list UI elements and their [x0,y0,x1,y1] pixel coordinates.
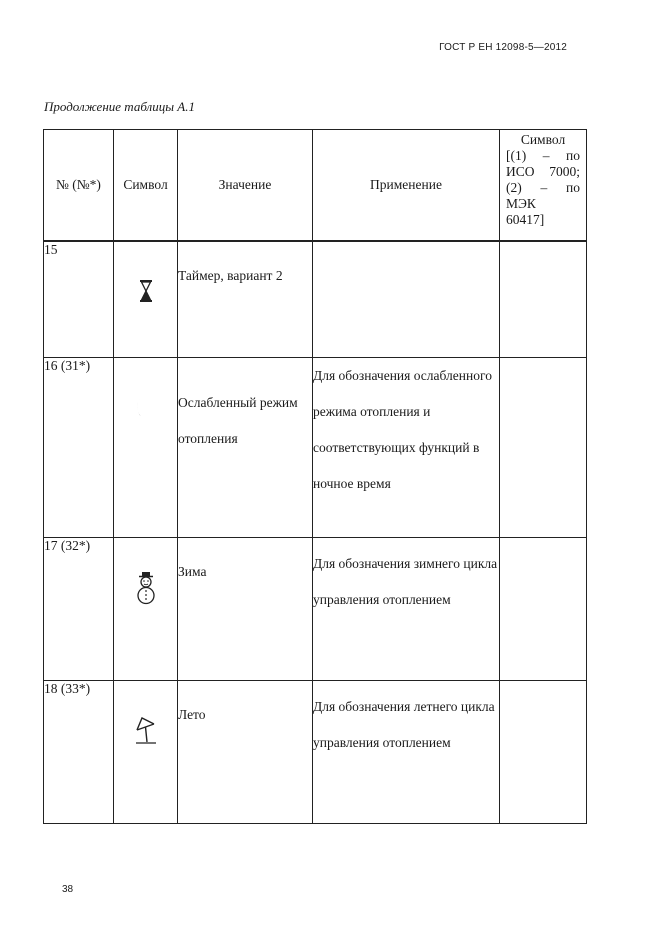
meaning-cell [178,241,313,357]
iso-header-line: [(1) – по [506,148,580,163]
table-caption: Продолжение таблицы А.1 [44,99,195,114]
table-row [44,241,587,357]
page-number: 38 [62,884,74,895]
col-header-meaning: Значение [178,130,313,242]
iso-header-line: (2) – по [506,180,580,195]
application-text: Для обозначения зимнего цикла управления отоплением [313,555,498,607]
col-header-iso-symbol [500,130,587,242]
row-number: 18 (33*) [44,680,114,823]
meaning-text: Зима [178,563,207,579]
meaning-text: Ослабленный режим отопления [178,394,298,446]
symbol-cell [114,680,178,823]
crescent-moon-icon [133,392,159,422]
meaning-text: Лето [178,706,206,722]
iso-header-line: 60417] [506,212,545,227]
meaning-cell [178,680,313,823]
table-header-row [44,130,587,242]
row-number: 16 (31*) [44,357,114,537]
symbols-table [43,129,587,824]
iso-cell [500,241,587,357]
iso-header-line: Символ [520,132,566,147]
row-number: 17 (32*) [44,537,114,680]
application-cell [313,241,500,357]
snowman-icon [135,571,157,605]
hourglass-icon [137,279,155,303]
col-header-number: № (№*) [44,130,114,242]
symbol-cell [114,357,178,537]
table-row [44,537,587,680]
iso-cell [500,680,587,823]
meaning-cell [178,537,313,680]
table-row [44,680,587,823]
application-cell [313,357,500,537]
col-header-application: Применение [313,130,500,242]
symbol-cell [114,537,178,680]
application-text: Для обозначения летнего цикла управления отоплением [313,698,495,750]
iso-cell [500,357,587,537]
meaning-text: Таймер, вариант 2 [178,268,283,283]
application-cell [313,680,500,823]
application-text: Для обозначения ослабленного режима отопления и соответствующих функций в ночное время [313,367,492,491]
meaning-cell [178,357,313,537]
table-row [44,357,587,537]
application-cell [313,537,500,680]
beach-umbrella-icon [134,714,158,750]
standard-code: ГОСТ Р ЕН 12098-5—2012 [439,42,567,53]
iso-header-line: МЭК [506,196,536,211]
symbol-cell [114,241,178,357]
iso-header-line: ИСО 7000; [506,164,580,179]
iso-cell [500,537,587,680]
col-header-symbol: Символ [114,130,178,242]
row-number: 15 [44,241,114,357]
